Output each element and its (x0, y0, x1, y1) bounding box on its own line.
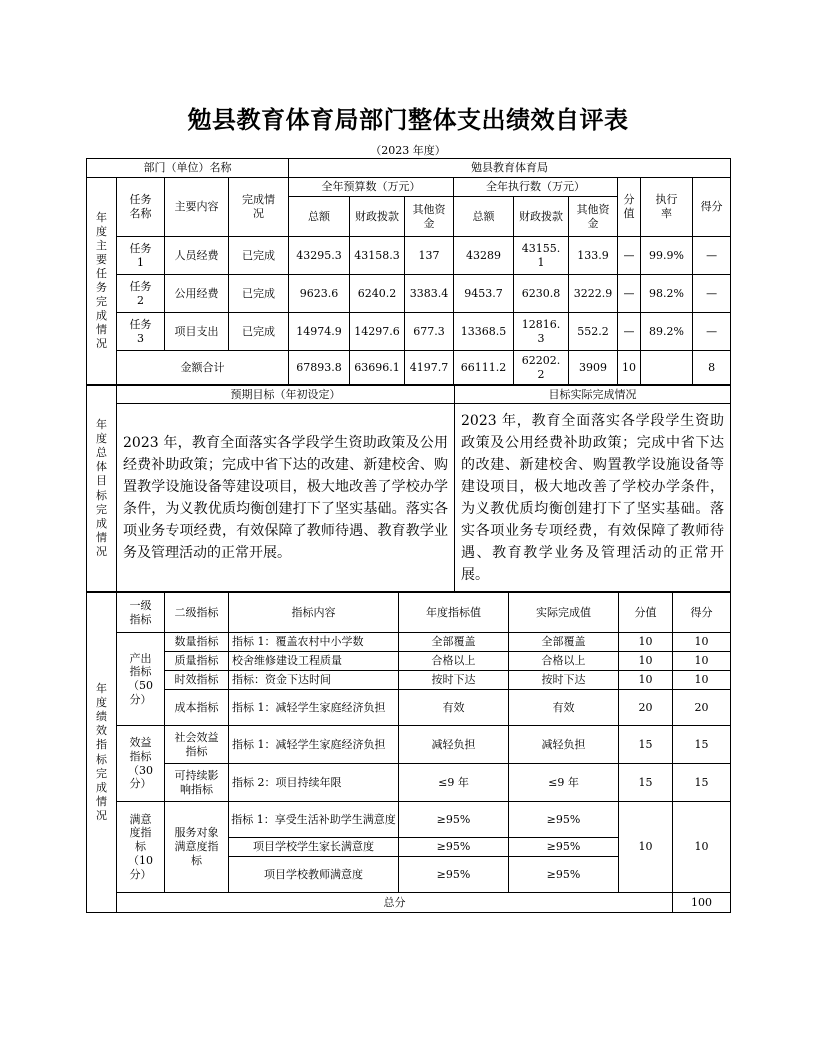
perf-row (87, 652, 731, 671)
satisfaction-lvl2 (165, 802, 229, 893)
task-content: 项目支出 (165, 313, 229, 351)
header-status (229, 178, 289, 237)
sum-label: 金额合计 (117, 351, 289, 385)
perf-content: 项目学校学生家长满意度 (229, 838, 399, 857)
perf-content: 指标 2：项目持续年限 (229, 764, 399, 802)
perf-score: 20 (673, 690, 731, 726)
perf-content: 校舍维修建设工程质量 (229, 652, 399, 671)
perf-target: 减轻负担 (399, 726, 509, 764)
sum-exec-fiscal-text: 62202.2 (521, 353, 561, 381)
perf-score: 10 (673, 633, 731, 652)
header-exec-other-text: 其他资金 (576, 202, 610, 230)
perf-actual: ≥95% (509, 802, 619, 838)
sum-rate (641, 351, 693, 385)
task-name-text: 任务1 (129, 241, 152, 269)
perf-header-score-value: 分值 (619, 593, 673, 633)
task-budget-other: 3383.4 (405, 275, 454, 313)
tasks-side-label-text: 年度主要任务完成情况 (96, 210, 107, 351)
goals-side-label-text: 年度总体目标完成情况 (96, 418, 107, 558)
perf-target: ≥95% (399, 802, 509, 838)
perf-header-lvl1 (117, 593, 165, 633)
header-exec-fiscal (514, 197, 569, 237)
task-score-value: — (618, 237, 641, 275)
sum-budget-other: 4197.7 (405, 351, 454, 385)
header-exec-fiscal-text: 财政拨款 (519, 209, 563, 223)
perf-content: 指标 1：减轻学生家庭经济负担 (229, 690, 399, 726)
header-status-text: 完成情况 (242, 193, 275, 220)
task-score: — (693, 237, 731, 275)
header-content: 主要内容 (165, 178, 229, 237)
task-exec-fiscal (514, 237, 569, 275)
satisfaction-score-value: 10 (619, 802, 673, 893)
perf-score-value: 10 (619, 652, 673, 671)
task-budget-fiscal: 43158.3 (350, 237, 405, 275)
task-exec-total: 9453.7 (454, 275, 514, 313)
perf-target: 有效 (399, 690, 509, 726)
header-budget-total: 总额 (289, 197, 350, 237)
perf-score-value: 20 (619, 690, 673, 726)
perf-row (87, 690, 731, 726)
perf-actual: 有效 (509, 690, 619, 726)
perf-actual: ≥95% (509, 857, 619, 893)
perf-header-score: 得分 (673, 593, 731, 633)
perf-block (86, 592, 730, 913)
perf-score-value: 15 (619, 726, 673, 764)
task-budget-total: 14974.9 (289, 313, 350, 351)
total-row (87, 893, 731, 913)
sum-row (87, 351, 731, 385)
perf-lvl2 (165, 726, 229, 764)
output-label-text: 产出指标（50分） (128, 651, 153, 706)
header-score-text: 得分 (700, 200, 723, 214)
task-budget-fiscal: 6240.2 (350, 275, 405, 313)
task-rate: 99.9% (641, 237, 693, 275)
perf-content: 指标 1：覆盖农村中小学数 (229, 633, 399, 652)
page-title: 勉县教育体育局部门整体支出绩效自评表 (187, 106, 629, 134)
header-score-value (618, 178, 641, 237)
sum-score-value: 10 (618, 351, 641, 385)
perf-actual: ≤9 年 (509, 764, 619, 802)
perf-target: 合格以上 (399, 652, 509, 671)
perf-target: 按时下达 (399, 671, 509, 690)
perf-score: 10 (673, 652, 731, 671)
header-budget-other-text: 其他资金 (412, 202, 446, 230)
satisfaction-lvl2-text: 服务对象满意度指标 (174, 826, 219, 867)
perf-actual: ≥95% (509, 838, 619, 857)
total-score-value: 100 (673, 893, 731, 913)
satisfaction-label-text: 满意度指标（10分） (128, 812, 153, 881)
sum-budget-total: 67893.8 (289, 351, 350, 385)
report-year: （2023 年度） (370, 144, 446, 157)
task-score-value: — (618, 313, 641, 351)
perf-score: 10 (673, 671, 731, 690)
perf-score-value: 15 (619, 764, 673, 802)
perf-content: 项目学校教师满意度 (229, 857, 399, 893)
task-score: — (693, 275, 731, 313)
task-budget-fiscal: 14297.6 (350, 313, 405, 351)
perf-header-content: 指标内容 (229, 593, 399, 633)
perf-actual: 全部覆盖 (509, 633, 619, 652)
benefit-label (117, 726, 165, 802)
perf-header-target: 年度指标值 (399, 593, 509, 633)
sum-exec-other: 3909 (569, 351, 618, 385)
task-name (117, 313, 165, 351)
perf-target: 全部覆盖 (399, 633, 509, 652)
perf-lvl2: 成本指标 (165, 690, 229, 726)
header-score (693, 178, 731, 237)
header-exec: 全年执行数（万元） (454, 178, 618, 197)
header-rate (641, 178, 693, 237)
task-exec-total: 43289 (454, 237, 514, 275)
header-score-value-text: 分值 (623, 193, 635, 220)
perf-score-value: 10 (619, 633, 673, 652)
task-status: 已完成 (229, 275, 289, 313)
task-exec-fiscal-text: 43155.1 (521, 241, 561, 269)
satisfaction-score: 10 (673, 802, 731, 893)
perf-header-lvl2: 二级指标 (165, 593, 229, 633)
task-status: 已完成 (229, 313, 289, 351)
perf-lvl2: 质量指标 (165, 652, 229, 671)
header-exec-total: 总额 (454, 197, 514, 237)
perf-lvl2 (165, 764, 229, 802)
task-row (87, 313, 731, 351)
perf-lvl2: 时效指标 (165, 671, 229, 690)
task-exec-fiscal (514, 313, 569, 351)
goals-actual-text: 2023 年，教育全面落实各学段学生资助政策及公用经费补助政策；完成中省下达的改建、新建校舍、购置教学设施设备等建设项目，极大地改善了学校办学条件，为义教优质均衡创建打下了坚实基础。落实各项业务专项经费，有效保障了教师待遇、教育教学业务及管理活动的正常开展。 (455, 404, 731, 592)
task-exec-other: 133.9 (569, 237, 618, 275)
perf-actual: 合格以上 (509, 652, 619, 671)
perf-lvl2: 数量指标 (165, 633, 229, 652)
task-budget-total: 9623.6 (289, 275, 350, 313)
header-exec-other (569, 197, 618, 237)
sum-budget-fiscal: 63696.1 (350, 351, 405, 385)
header-rate-text: 执行率 (655, 193, 678, 220)
goals-block (86, 385, 730, 592)
satisfaction-label (117, 802, 165, 893)
perf-header-lvl1-text: 一级指标 (129, 598, 152, 626)
goals-side-label (87, 386, 117, 592)
sum-exec-fiscal (514, 351, 569, 385)
header-budget-fiscal (350, 197, 405, 237)
perf-row (87, 764, 731, 802)
task-row (87, 237, 731, 275)
task-content: 人员经费 (165, 237, 229, 275)
perf-lvl2-text: 可持续影响指标 (174, 768, 219, 796)
task-exec-fiscal: 6230.8 (514, 275, 569, 313)
goals-table (86, 385, 731, 592)
perf-score: 15 (673, 726, 731, 764)
perf-actual: 减轻负担 (509, 726, 619, 764)
perf-score: 15 (673, 764, 731, 802)
task-budget-total: 43295.3 (289, 237, 350, 275)
perf-table (86, 592, 731, 913)
task-row (87, 275, 731, 313)
task-rate: 98.2% (641, 275, 693, 313)
task-name-text: 任务2 (129, 279, 152, 307)
task-score: — (693, 313, 731, 351)
perf-side-label-text: 年度绩效指标完成情况 (96, 682, 107, 822)
task-name (117, 275, 165, 313)
header-budget: 全年预算数（万元） (289, 178, 454, 197)
perf-header-actual: 实际完成值 (509, 593, 619, 633)
task-exec-other: 3222.9 (569, 275, 618, 313)
goals-expected-header: 预期目标（年初设定） (117, 386, 455, 404)
perf-target: ≤9 年 (399, 764, 509, 802)
perf-lvl2-text: 社会效益指标 (174, 730, 219, 758)
header-budget-other (405, 197, 454, 237)
header-task-name (117, 178, 165, 237)
task-exec-fiscal-text: 12816.3 (521, 317, 561, 345)
output-label (117, 633, 165, 726)
perf-target: ≥95% (399, 857, 509, 893)
perf-target: ≥95% (399, 838, 509, 857)
task-budget-other: 137 (405, 237, 454, 275)
perf-content: 指标 1：享受生活补助学生满意度 (229, 802, 399, 838)
sum-exec-total: 66111.2 (454, 351, 514, 385)
task-exec-other: 552.2 (569, 313, 618, 351)
tasks-table (86, 158, 731, 385)
tasks-side-label (87, 178, 117, 385)
benefit-label-text: 效益指标（30分） (128, 736, 153, 791)
task-name (117, 237, 165, 275)
perf-row (87, 633, 731, 652)
perf-content: 指标 1：减轻学生家庭经济负担 (229, 726, 399, 764)
dept-label: 部门（单位）名称 (87, 159, 289, 178)
task-budget-other: 677.3 (405, 313, 454, 351)
task-score-value: — (618, 275, 641, 313)
task-rate: 89.2% (641, 313, 693, 351)
perf-row (87, 671, 731, 690)
sum-score: 8 (693, 351, 731, 385)
tasks-block (86, 158, 730, 385)
perf-side-label (87, 593, 117, 913)
goals-actual-header: 目标实际完成情况 (455, 386, 731, 404)
header-task-name-text: 任务名称 (129, 193, 152, 220)
header-budget-fiscal-text: 财政拨款 (355, 209, 399, 223)
perf-actual: 按时下达 (509, 671, 619, 690)
task-name-text: 任务3 (129, 317, 152, 345)
perf-row (87, 726, 731, 764)
dept-value: 勉县教育体育局 (289, 159, 731, 178)
perf-row (87, 802, 731, 838)
task-exec-total: 13368.5 (454, 313, 514, 351)
goals-expected-text: 2023 年，教育全面落实各学段学生资助政策及公用经费补助政策；完成中省下达的改建、新建校舍、购置教学设施设备等建设项目，极大地改善了学校办学条件，为义教优质均衡创建打下了坚实基础。落实各项业务专项经费，有效保障了教师待遇、教育教学业务及管理活动的正常开展。 (117, 404, 455, 592)
perf-content: 指标：资金下达时间 (229, 671, 399, 690)
perf-score-value: 10 (619, 671, 673, 690)
total-label: 总分 (117, 893, 673, 913)
task-status: 已完成 (229, 237, 289, 275)
task-content: 公用经费 (165, 275, 229, 313)
